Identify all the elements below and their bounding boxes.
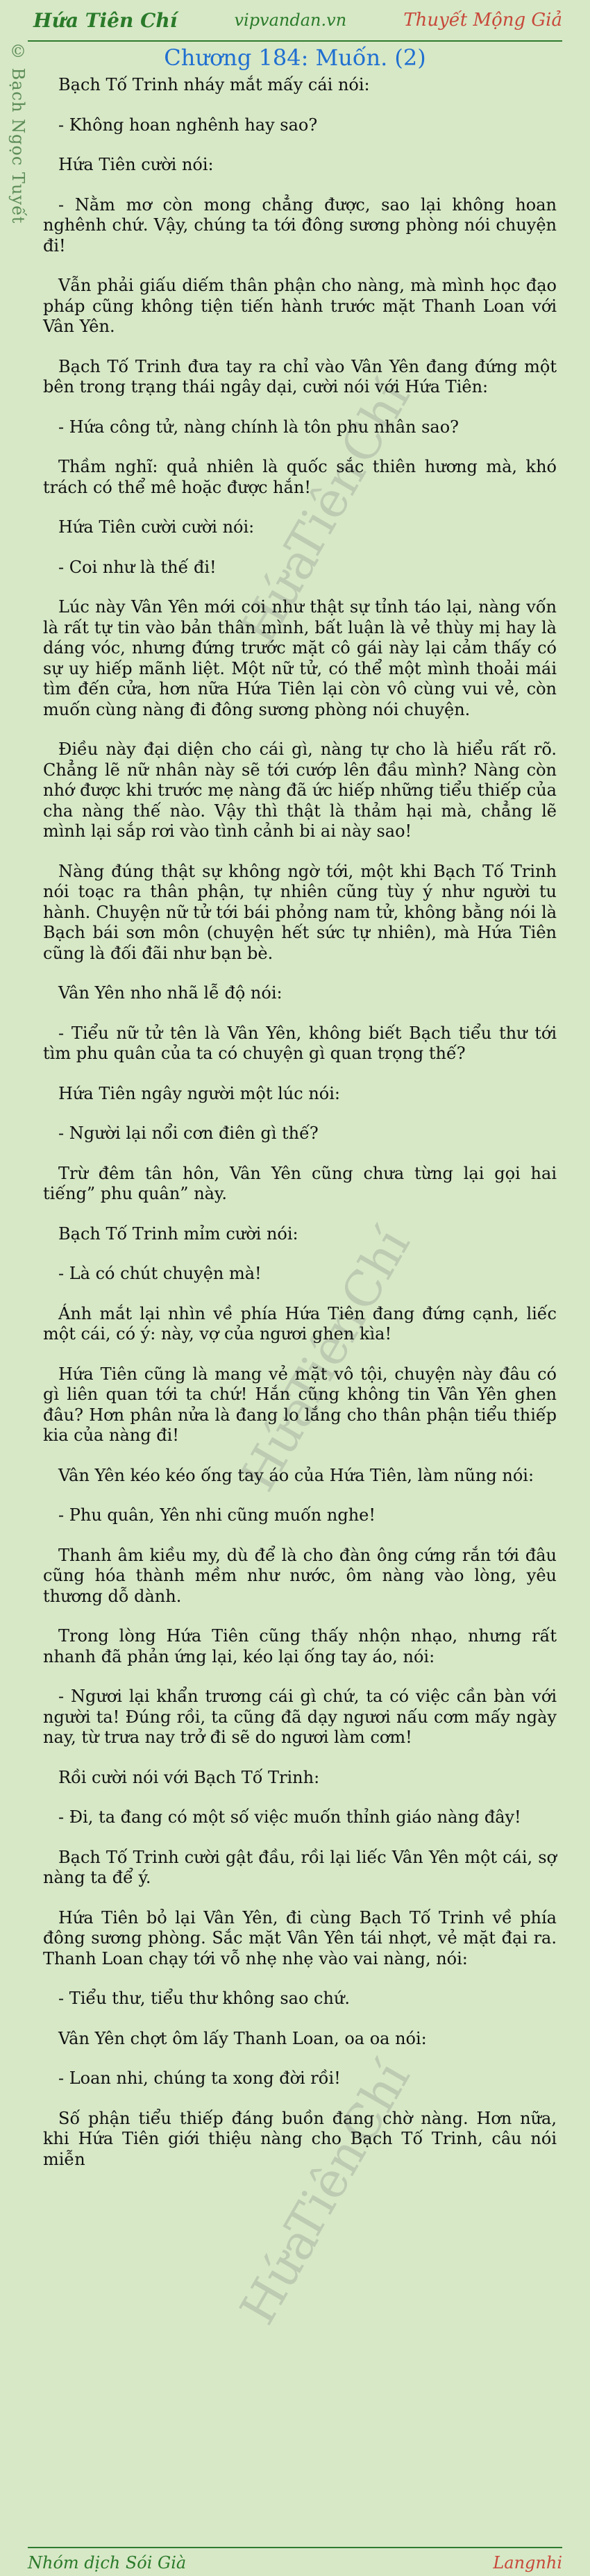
paragraph: - Không hoan nghênh hay sao? [58, 115, 318, 135]
author-name: Thuyết Mộng Giả [403, 10, 562, 31]
paragraph: - Hứa công tử, nàng chính là tôn phu nhân sao? [58, 417, 460, 437]
watermark-text: Hứa [229, 1382, 330, 1500]
paragraph: Hứa Tiên cười nói: [58, 155, 214, 174]
watermark-text: Chí [330, 371, 421, 473]
paragraph: Hứa Tiên bỏ lại Vân Yên, đi cùng Bạch Tố Trinh về phía đông sương phòng. Sắc mặt Vân Yên tái nhợt, vẻ mặt đại ra. Thanh Loan chạy tới vỗ nhẹ nhẹ vào vai nàng, nói: [43, 1907, 557, 1968]
side-credit: © Bạch Ngọc Tuyết [8, 42, 28, 224]
chapter-body [43, 75, 557, 2189]
header-divider [28, 40, 562, 42]
paragraph: Trong lòng Hứa Tiên cũng thấy nhộn nhạo, nhưng rất nhanh đã phản ứng lại, kéo lại ống tay áo, nói: [43, 1626, 557, 1666]
paragraph: Rồi cười nói với Bạch Tố Trinh: [58, 1767, 320, 1787]
page-header [0, 0, 590, 40]
watermark-text: Hứa [229, 535, 330, 653]
paragraph: Thầm nghĩ: quả nhiên là quốc sắc thiên hương mà, khó trách có thể mê hoặc được hắn! [43, 457, 557, 497]
paragraph: Hứa Tiên cũng là mang vẻ mặt vô tội, chuyện này đâu có gì liên quan tới ta chứ! Hắn cũng không tin Vân Yên ghen đâu? Hơn phân nửa là đang lo lắng cho thân phận tiểu thiếp kia của nàng đi! [43, 1364, 557, 1445]
paragraph: Trừ đêm tân hôn, Vân Yên cũng chưa từng lại gọi hai tiếng” phu quân” này. [43, 1163, 557, 1203]
paragraph: Điều này đại diện cho cái gì, nàng tự cho là hiểu rất rõ. Chẳng lẽ nữ nhân này sẽ tới cướp lên đầu mình? Nàng còn nhớ được khi trước mẹ nàng đã ức hiếp những tiểu thiếp của cha nàng thế nào. Vậy thì thật là thảm hại mà, chẳng lẽ mình lại sắp rơi vào tình cảnh bi ai này sao! [43, 739, 557, 841]
book-title: Hứa Tiên Chí [33, 8, 178, 32]
paragraph: - Ngươi lại khẩn trương cái gì chứ, ta có việc cần bàn với người ta! Đúng rồi, ta cũng đã dạy ngươi nấu cơm mấy ngày nay, từ trưa nay trở đi sẽ do ngươi làm cơm! [43, 1687, 557, 1747]
paragraph: - Nằm mơ còn mong chẳng được, sao lại không hoan nghênh chứ. Vậy, chúng ta tới đông sương phòng nói chuyện đi! [43, 194, 557, 256]
paragraph: Vẫn phải giấu diếm thân phận cho nàng, mà mình học đạo pháp cũng không tiện tiến hành trước mặt Thanh Loan với Vân Yên. [43, 276, 557, 336]
paragraph: Bạch Tố Trinh đưa tay ra chỉ vào Vân Yên đang đứng một bên trong trạng thái ngây dại, cười nói với Hứa Tiên: [43, 356, 557, 396]
chapter-title: Chương 184: Muốn. (2) [164, 44, 426, 71]
watermark-text: Chí [330, 1219, 421, 1320]
paragraph: Hứa Tiên ngây người một lúc nói: [58, 1083, 340, 1103]
watermark-text: Chí [330, 2052, 421, 2153]
paragraph: - Loan nhi, chúng ta xong đời rồi! [58, 2068, 341, 2088]
paragraph: Ánh mắt lại nhìn về phía Hứa Tiên đang đứng cạnh, liếc một cái, có ý: này, vợ của ngươi ghen kìa! [43, 1303, 557, 1344]
translator-group: Nhóm dịch Sói Già [28, 2553, 187, 2573]
watermark-text: Hứa [229, 2216, 330, 2334]
watermark-text: Tiên [274, 2128, 378, 2250]
paragraph: Hứa Tiên cười cười nói: [58, 517, 255, 537]
paragraph: Vân Yên kéo kéo ống tay áo của Hứa Tiên, làm nũng nói: [58, 1465, 534, 1485]
paragraph: Số phận tiểu thiếp đáng buồn đang chờ nàng. Hơn nữa, khi Hứa Tiên giới thiệu nàng cho Bạch Tố Trinh, câu nói miễn [43, 2108, 557, 2169]
translator-name: Langnhi [493, 2553, 562, 2573]
watermark-text: Tiên [274, 1295, 378, 1417]
paragraph: Vân Yên chợt ôm lấy Thanh Loan, oa oa nói: [58, 2028, 427, 2048]
paragraph: Lúc này Vân Yên mới coi như thật sự tỉnh táo lại, nàng vốn là rất tự tin vào bản thân mình, bất luận là vẻ thùy mị hay là dáng vóc, nhưng đứng trước mặt cô gái này lại cảm thấy có sự uy hiếp mãnh liệt. Một nữ tử, có thể một mình thoải mái tìm đến cửa, hơn nữa Hứa Tiên lại còn vô cùng vui vẻ, còn muốn cùng nàng đi đông sương phòng nói chuyện. [43, 597, 557, 719]
paragraph: Bạch Tố Trinh cười gật đầu, rồi lại liếc Vân Yên một cái, sợ nàng ta để ý. [43, 1847, 557, 1887]
paragraph: - Tiểu thư, tiểu thư không sao chứ. [58, 1989, 351, 2008]
watermark-text: Tiên [274, 448, 378, 570]
paragraph: - Tiểu nữ tử tên là Vân Yên, không biết Bạch tiểu thư tới tìm phu quân của ta có chuyện gì quan trọng thế? [43, 1023, 557, 1063]
paragraph: - Phu quân, Yên nhi cũng muốn nghe! [58, 1505, 376, 1525]
paragraph: Nàng đúng thật sự không ngờ tới, một khi Bạch Tố Trinh nói toạc ra thân phận, tự nhiên cũng tùy ý như người tu hành. Chuyện nữ tử tới bái phỏng nam tử, không bằng nói là Bạch bái sơn môn (chuyện hết sức tự nhiên), mà Hứa Tiên cũng là đối đãi như bạn bè. [43, 861, 557, 963]
paragraph: - Là có chút chuyện mà! [58, 1264, 262, 1283]
paragraph: Bạch Tố Trinh mỉm cười nói: [58, 1223, 298, 1244]
page-footer [0, 2550, 590, 2576]
paragraph: Vân Yên nho nhã lễ độ nói: [58, 983, 283, 1003]
paragraph: Bạch Tố Trinh nháy mắt mấy cái nói: [58, 75, 370, 94]
footer-divider [28, 2547, 562, 2548]
paragraph: - Đi, ta đang có một số việc muốn thỉnh giáo nàng đây! [58, 1807, 521, 1827]
paragraph: Thanh âm kiều my, dù để là cho đàn ông cứng rắn tới đâu cũng hóa thành mềm như nước, ôm nàng vào lòng, yêu thương dỗ dành. [43, 1545, 557, 1606]
paragraph: - Coi như là thế đi! [58, 557, 217, 577]
site-name: vipvandan.vn [234, 10, 347, 30]
paragraph: - Người lại nổi cơn điên gì thế? [58, 1123, 319, 1143]
